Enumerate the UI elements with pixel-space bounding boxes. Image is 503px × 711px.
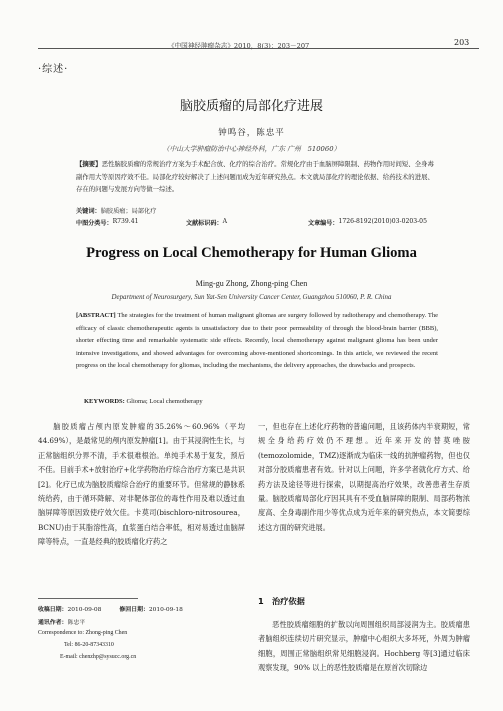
chinese-keywords-label: 关键词： (76, 208, 101, 215)
clc-number: 中图分类号： R739.41 (76, 218, 139, 227)
footnote-rule (38, 598, 138, 599)
chinese-abstract-text: 恶性脑胶质瘤的常规治疗方案为手术配合放、化疗的综合治疗。常规化疗由于血脑屏障限制、药物作用时间短、全身毒副作用大等原因疗效不佳。局部化疗较好解决了上述问题而成为近年研究热点。本文就局部化疗的理论依据、给药技术的进展、存在的问题与发展方向等做一综述。 (76, 160, 434, 194)
chinese-keywords (76, 206, 156, 215)
body-right-column (258, 420, 470, 535)
section-title: 治疗依据 (272, 596, 305, 606)
english-keywords-text: Glioma; Local chemotherapy (126, 398, 203, 405)
english-keywords-label: KEYWORDS: (84, 398, 125, 405)
english-title: Progress on Local Chemotherapy for Human Glioma (86, 245, 417, 261)
chinese-keywords-text: 脑胶质瘤；局部化疗 (100, 208, 157, 215)
footnote-email: E-mail: chenzhp@sysucc.org.cn (60, 654, 137, 660)
header-rule (38, 48, 479, 49)
footnote-tel: Tel: 86-20-87343310 (64, 642, 114, 648)
section-tag: ·综述· (38, 64, 69, 75)
body-right-text-2: 恶性胶质瘤细胞的扩散以向周围组织局部浸润为主。胶质瘤患者脑组织连续切片研究显示，肿瘤中心组织大多坏死，外周为肿瘤细胞，周围正常脑组织常见细胞浸润。Hochberg 等[3]通过临床观察发现，90% 以上的恶性胶质瘤是在原首次切除边 (258, 620, 470, 673)
chinese-abstract-label: 【摘要】 (76, 160, 102, 168)
chinese-affiliation: （中山大学肿瘤防治中心神经外科，广东 广州 510060） (162, 145, 341, 153)
english-abstract (76, 310, 438, 373)
chinese-authors: 钟鸣谷，陈忠平 (218, 128, 285, 138)
english-abstract-text: The strategies for the treatment of human malignant gliomas are surgery followed by radiotherapy and chemotherapy. The efficacy of classic chemotherapeutic agents is unsatisfactory due to their poor permeability of through the blood-brain barrier (BBB), shorter effecting time and remarkable systematic side effects. Recently, local chemotherapy against malignant glioma has been under intensive investigations, and showed advantages for overcoming above-mentioned shortcomings. In this article, we reviewed the recent progress on the local chemotherapy for gliomas, including the mechanisms, the delivery approaches, the drawbacks and prospects. (76, 312, 438, 369)
english-affiliation: Department of Neurosurgery, Sun Yat-Sen University Cancer Center, Guangzhou 510060, P. R. China (111, 294, 392, 301)
page-number: 203 (454, 38, 470, 47)
document-code: 文献标识码： A (186, 218, 227, 227)
body-left-text: 脑胶质瘤占颅内原发肿瘤的35.26%～60.96%（平均44.69%），是最常见的颅内原发肿瘤[1]。由于其浸润性生长，与正常脑组织分界不清，手术很难根治。单纯手术易于复发，预后不佳。目前手术+放射治疗+化学药物治疗综合治疗方案已是共识[2]。化疗已成为脑胶质瘤综合治疗的重要环节。但常规的静脉系统给药，由于循环降解、对非靶体部位的毒性作用及难以透过血脑屏障等原因致使疗效欠佳。卡莫司(bischloro-nitrosourea，BCNU)由于其脂溶性高，血浆蛋白结合率低，相对易透过血脑屏障等特点，一直是经典的胶质瘤化疗药之 (38, 422, 245, 547)
english-keywords (84, 398, 203, 405)
english-authors: Ming-gu Zhong, Zhong-ping Chen (195, 279, 308, 288)
body-right-text: 一，但也存在上述化疗药物的普遍问题，且该药体内半衰期短，常规全身给药疗效仍不理想。近年来开发的替莫唑胺(temozolomide，TMZ)逐渐成为临床一线的抗肿瘤药物，但也仅对部分胶质瘤患者有效。针对以上问题，许多学者就化疗方式、给药方法及途径等进行探索，以期提高治疗效果，改善患者生存质量。脑胶质瘤局部化疗因其具有不受血脑屏障的限制、局部药物浓度高、全身毒副作用少等优点成为近年来的研究热点，本文简要综述这方面的研究进展。 (258, 422, 470, 532)
section-heading (258, 596, 305, 607)
body-left-column (38, 420, 245, 550)
footnote-author: 通讯作者：陈忠平 (38, 619, 86, 626)
section-number: 1 (258, 596, 264, 606)
chinese-abstract (76, 158, 436, 196)
journal-header: 《中国神经肿瘤杂志》2010，8(3)：203－207 (168, 42, 310, 50)
article-number: 文章编号： 1726-8192(2010)03-0203-05 (308, 218, 427, 227)
chinese-title: 脑胶质瘤的局部化疗进展 (179, 99, 323, 114)
footnote-dates: 收稿日期：2010-09-08 修回日期：2010-09-18 (38, 606, 183, 613)
english-abstract-label: [ABSTRACT] (76, 312, 116, 319)
footnote-correspondence: Correspondence to: Zhong-ping Chen (38, 630, 128, 636)
body-right-column-continued (258, 618, 470, 676)
